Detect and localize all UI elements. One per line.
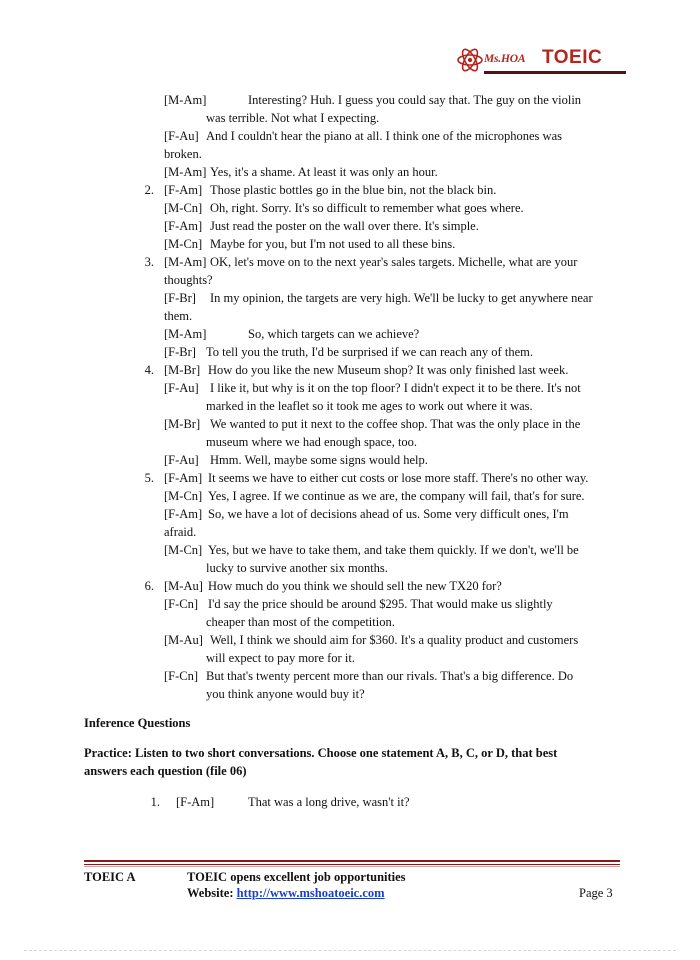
speaker-label: [F-Am] [164,507,203,521]
dialogue-line: Yes, it's a shame. At least it was only an hour. [210,165,438,179]
section-title: Inference Questions [84,716,191,730]
dialogue-line: Maybe for you, but I'm not used to all these bins. [210,237,456,251]
speaker-label: [F-Cn] [164,597,199,611]
item-number: 4. [144,363,154,377]
speaker-label: [F-Br] [164,291,196,305]
speaker-label: [M-Au] [164,633,203,647]
dialogue-line: It seems we have to either cut costs or lose more staff. There's no other way. [208,471,589,485]
dialogue-line: So, which targets can we achieve? [248,327,420,341]
dialogue-line: Yes, but we have to take them, and take them quickly. If we don't, we'll be [208,543,579,557]
speaker-label: [M-Cn] [164,237,203,251]
dialogue-line: Interesting? Huh. I guess you could say that. The guy on the violin [248,93,582,107]
item-number: 1. [150,795,160,809]
speaker-label: [M-Cn] [164,489,203,503]
speaker-label: [M-Am] [164,165,207,179]
dialogue-line: I like it, but why is it on the top floor? I didn't expect it to be there. It's not [210,381,581,395]
item-number: 5. [144,471,154,485]
dialogue-line-cont: thoughts? [164,273,213,287]
item-number: 2. [144,183,154,197]
dialogue-line: I'd say the price should be around $295. That would make us slightly [208,597,553,611]
dialogue-line: That was a long drive, wasn't it? [248,795,410,809]
dialogue-line: Well, I think we should aim for $360. It's a quality product and customers [210,633,579,647]
speaker-label: [F-Br] [164,345,196,359]
item-number: 6. [144,579,154,593]
footer-slogan: TOEIC opens excellent job opportunities [187,870,406,884]
footer-course: TOEIC A [84,870,136,884]
speaker-label: [F-Cn] [164,669,199,683]
dialogue-line: And I couldn't hear the piano at all. I think one of the microphones was [206,129,562,143]
speaker-label: [F-Au] [164,129,199,143]
dialogue-line: How do you like the new Museum shop? It was only finished last week. [208,363,569,377]
dialogue-line-cont: lucky to survive another six months. [206,561,388,575]
footer-rule [84,866,620,867]
dialogue-line: Hmm. Well, maybe some signs would help. [210,453,428,467]
dialogue-line-cont: will expect to pay more for it. [206,651,355,665]
practice-instruction: Practice: Listen to two short conversations. Choose one statement A, B, C, or D, that best [84,746,558,760]
dialogue-line: In my opinion, the targets are very high. We'll be lucky to get anywhere near [210,291,593,305]
speaker-label: [M-Au] [164,579,203,593]
atom-logo-icon [456,46,484,74]
speaker-label: [F-Au] [164,381,199,395]
speaker-label: [M-Cn] [164,201,203,215]
dialogue-line: Yes, I agree. If we continue as we are, the company will fail, that's for sure. [208,489,585,503]
dialogue-line-cont: cheaper than most of the competition. [206,615,395,629]
speaker-label: [F-Am] [176,795,215,809]
dialogue-line-cont: museum where we had enough space, too. [206,435,418,449]
website-label: Website: [187,886,234,900]
dialogue-line-cont: them. [164,309,193,323]
logo-underline [484,71,626,74]
dialogue-line: But that's twenty percent more than our rivals. That's a big difference. Do [206,669,574,683]
dialogue-line-cont: broken. [164,147,202,161]
dialogue-line: Oh, right. Sorry. It's so difficult to remember what goes where. [210,201,524,215]
dialogue-line-cont: you think anyone would buy it? [206,687,365,701]
footer-website [187,886,385,901]
speaker-label: [M-Cn] [164,543,203,557]
footer-rule [84,860,620,862]
speaker-label: [F-Am] [164,471,203,485]
logo-small-text: Ms.HOA [484,53,526,65]
dialogue-line: Just read the poster on the wall over there. It's simple. [210,219,479,233]
dialogue-line: We wanted to put it next to the coffee shop. That was the only place in the [210,417,581,431]
item-number: 3. [144,255,154,269]
dialogue-line: So, we have a lot of decisions ahead of us. Some very difficult ones, I'm [208,507,569,521]
speaker-label: [F-Am] [164,219,203,233]
page-edge-divider [24,950,676,951]
speaker-label: [M-Br] [164,417,201,431]
dialogue-line: Those plastic bottles go in the blue bin, not the black bin. [210,183,497,197]
practice-instruction-cont: answers each question (file 06) [84,764,247,778]
speaker-label: [F-Au] [164,453,199,467]
brand-logo [456,46,626,76]
speaker-label: [M-Am] [164,255,207,269]
dialogue-line: OK, let's move on to the next year's sales targets. Michelle, what are your [210,255,578,269]
speaker-label: [F-Am] [164,183,203,197]
speaker-label: [M-Am] [164,327,207,341]
website-link[interactable]: http://www.mshoatoeic.com [236,886,385,900]
speaker-label: [M-Am] [164,93,207,107]
logo-big-text: TOEIC [542,47,603,68]
dialogue-line-cont: marked in the leaflet so it took me ages to work out where it was. [206,399,533,413]
footer-rule [84,864,620,865]
dialogue-line-cont: was terrible. Not what I expecting. [206,111,380,125]
dialogue-line-cont: afraid. [164,525,197,539]
page-number: Page 3 [579,886,613,900]
dialogue-line: How much do you think we should sell the new TX20 for? [208,579,502,593]
dialogue-line: To tell you the truth, I'd be surprised if we can reach any of them. [206,345,533,359]
speaker-label: [M-Br] [164,363,201,377]
